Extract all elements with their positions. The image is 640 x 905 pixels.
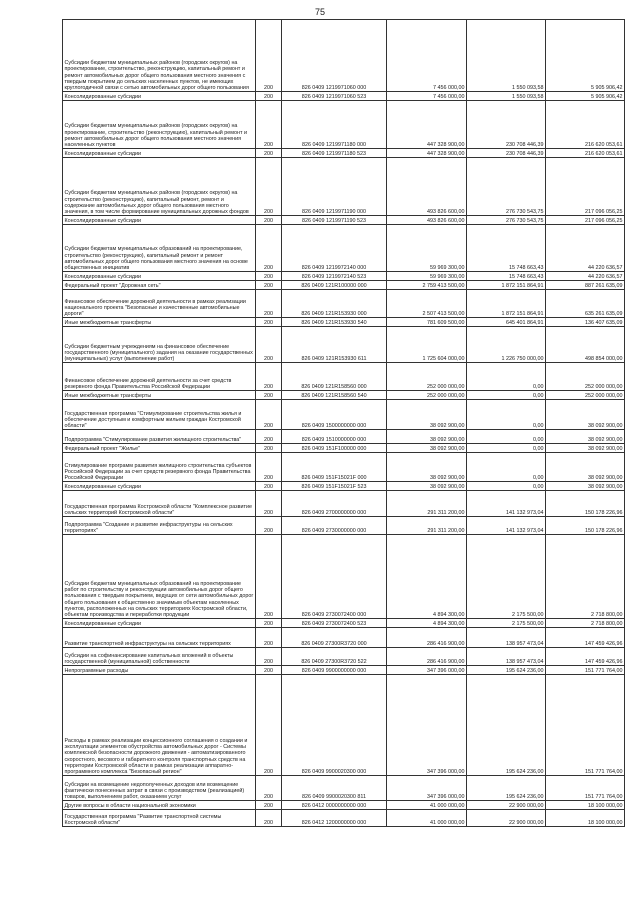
row-unexecuted-cell: 150 178 226,96 <box>546 491 625 517</box>
row-approved-cell: 4 894 300,00 <box>387 535 467 619</box>
row-approved-cell: 447 328 900,00 <box>387 101 467 149</box>
row-executed-cell: 15 748 663,43 <box>467 225 546 272</box>
row-budget-code-cell: 826 0409 2730000000 000 <box>282 517 387 535</box>
row-line-code-cell: 200 <box>256 535 282 619</box>
table-row <box>63 810 625 827</box>
row-approved-cell: 252 000 000,00 <box>387 363 467 391</box>
row-executed-cell: 230 708 446,39 <box>467 149 546 158</box>
row-name-cell: Расходы в рамках реализации концессионного соглашения о создании и эксплуатации элементов обустройства автомобильных дорог - Системы комплексной безопасности дорожного движения - автоматизированного скоростного, весового и габаритного контроля транспортных средств на территории Костромской области в рамках реализации аппаратно-программного комплекса "Безопасный регион" <box>63 675 256 776</box>
table-row <box>63 453 625 482</box>
row-line-code-cell: 200 <box>256 453 282 482</box>
table-row <box>63 801 625 810</box>
row-approved-cell: 1 725 604 000,00 <box>387 327 467 363</box>
row-line-code-cell: 200 <box>256 101 282 149</box>
row-budget-code-cell: 826 0409 9900000000 000 <box>282 666 387 675</box>
row-unexecuted-cell: 151 771 764,00 <box>546 666 625 675</box>
row-unexecuted-cell: 635 261 635,09 <box>546 290 625 318</box>
row-budget-code-cell: 826 0409 121R153930 540 <box>282 318 387 327</box>
row-unexecuted-cell: 147 459 426,96 <box>546 648 625 666</box>
row-unexecuted-cell: 38 092 900,00 <box>546 482 625 491</box>
row-name-cell: Непрограммные расходы <box>63 666 256 675</box>
row-name-cell: Иные межбюджетные трансферты <box>63 391 256 400</box>
row-budget-code-cell: 826 0409 1219971180 000 <box>282 101 387 149</box>
row-unexecuted-cell: 2 718 800,00 <box>546 535 625 619</box>
row-approved-cell: 41 000 000,00 <box>387 801 467 810</box>
row-approved-cell: 7 456 000,00 <box>387 20 467 92</box>
table-row <box>63 225 625 272</box>
table-row <box>63 517 625 535</box>
budget-execution-table <box>62 19 625 827</box>
row-line-code-cell: 200 <box>256 810 282 827</box>
table-row <box>63 482 625 491</box>
table-row <box>63 363 625 391</box>
row-executed-cell: 1 226 750 000,00 <box>467 327 546 363</box>
row-unexecuted-cell: 136 407 635,09 <box>546 318 625 327</box>
row-approved-cell: 38 092 900,00 <box>387 444 467 453</box>
row-executed-cell: 0,00 <box>467 482 546 491</box>
table-row <box>63 290 625 318</box>
row-budget-code-cell: 826 0409 121R100000 000 <box>282 281 387 290</box>
row-approved-cell: 252 000 000,00 <box>387 391 467 400</box>
row-unexecuted-cell: 217 096 056,25 <box>546 158 625 216</box>
row-budget-code-cell: 826 0409 121R153930 611 <box>282 327 387 363</box>
row-executed-cell: 276 730 543,75 <box>467 216 546 225</box>
row-executed-cell: 195 624 236,00 <box>467 666 546 675</box>
row-unexecuted-cell: 151 771 764,00 <box>546 776 625 801</box>
row-line-code-cell: 200 <box>256 158 282 216</box>
row-executed-cell: 2 175 500,00 <box>467 619 546 628</box>
row-approved-cell: 7 456 000,00 <box>387 92 467 101</box>
row-name-cell: Субсидии на софинансирование капитальных вложений в объекты государственной (муниципальной) собственности <box>63 648 256 666</box>
row-line-code-cell: 200 <box>256 149 282 158</box>
row-unexecuted-cell: 217 096 056,25 <box>546 216 625 225</box>
row-approved-cell: 291 311 200,00 <box>387 491 467 517</box>
row-name-cell: Субсидии на возмещение недополученных доходов или возмещение фактически понесенных затрат в связи с производством (реализацией) товаров, выполнением работ, оказанием услуг <box>63 776 256 801</box>
row-approved-cell: 2 759 413 500,00 <box>387 281 467 290</box>
row-approved-cell: 347 396 000,00 <box>387 776 467 801</box>
row-name-cell: Консолидированные субсидии <box>63 149 256 158</box>
row-approved-cell: 493 826 600,00 <box>387 158 467 216</box>
table-row <box>63 318 625 327</box>
row-approved-cell: 38 092 900,00 <box>387 453 467 482</box>
row-budget-code-cell: 826 0409 151F15021F 523 <box>282 482 387 491</box>
row-executed-cell: 0,00 <box>467 400 546 430</box>
row-line-code-cell: 200 <box>256 482 282 491</box>
row-budget-code-cell: 826 0409 121R153930 000 <box>282 290 387 318</box>
row-executed-cell: 0,00 <box>467 453 546 482</box>
row-name-cell: Субсидии бюджетам муниципальных районов (городских округов) на проектирование, строительство, реконструкцию, капитальный ремонт и ремонт автомобильных дорог общего пользования местного значения с твердым покрытием до сельских населенных пунктов, не имеющих круглогодичной связи с сетью автомобильных дорог общего пользования <box>63 20 256 92</box>
row-unexecuted-cell: 38 092 900,00 <box>546 453 625 482</box>
row-line-code-cell: 200 <box>256 517 282 535</box>
row-approved-cell: 347 396 000,00 <box>387 666 467 675</box>
row-name-cell: Федеральный проект "Дорожная сеть" <box>63 281 256 290</box>
row-name-cell: Подпрограмма "Создание и развитие инфраструктуры на сельских территориях" <box>63 517 256 535</box>
row-line-code-cell: 200 <box>256 318 282 327</box>
row-line-code-cell: 200 <box>256 391 282 400</box>
row-name-cell: Консолидированные субсидии <box>63 619 256 628</box>
row-name-cell: Консолидированные субсидии <box>63 482 256 491</box>
row-line-code-cell: 200 <box>256 801 282 810</box>
row-executed-cell: 276 730 543,75 <box>467 158 546 216</box>
row-approved-cell: 4 894 300,00 <box>387 619 467 628</box>
row-line-code-cell: 200 <box>256 619 282 628</box>
row-name-cell: Стимулирование программ развития жилищного строительства субъектов Российской Федерации за счет средств резервного фонда Правительства Российской Федерации <box>63 453 256 482</box>
row-approved-cell: 38 092 900,00 <box>387 430 467 444</box>
table-row <box>63 400 625 430</box>
row-executed-cell: 22 900 000,00 <box>467 810 546 827</box>
row-line-code-cell: 200 <box>256 491 282 517</box>
row-budget-code-cell: 826 0409 1219971190 000 <box>282 158 387 216</box>
row-unexecuted-cell: 38 092 900,00 <box>546 444 625 453</box>
row-executed-cell: 230 708 446,39 <box>467 101 546 149</box>
row-unexecuted-cell: 2 718 800,00 <box>546 619 625 628</box>
table-row <box>63 327 625 363</box>
row-unexecuted-cell: 150 178 226,96 <box>546 517 625 535</box>
row-line-code-cell: 200 <box>256 20 282 92</box>
row-budget-code-cell: 826 0409 1219971060 523 <box>282 92 387 101</box>
table-row <box>63 158 625 216</box>
row-line-code-cell: 200 <box>256 216 282 225</box>
row-approved-cell: 347 396 000,00 <box>387 675 467 776</box>
table-row <box>63 272 625 281</box>
row-executed-cell: 0,00 <box>467 363 546 391</box>
row-budget-code-cell: 826 0409 1219971060 000 <box>282 20 387 92</box>
row-budget-code-cell: 826 0409 2700000000 000 <box>282 491 387 517</box>
row-line-code-cell: 200 <box>256 327 282 363</box>
row-executed-cell: 1 872 151 864,91 <box>467 281 546 290</box>
row-executed-cell: 1 550 093,58 <box>467 20 546 92</box>
row-line-code-cell: 200 <box>256 92 282 101</box>
row-name-cell: Консолидированные субсидии <box>63 92 256 101</box>
row-budget-code-cell: 826 0409 1219972140 000 <box>282 225 387 272</box>
table-row <box>63 92 625 101</box>
row-budget-code-cell: 826 0412 1200000000 000 <box>282 810 387 827</box>
row-name-cell: Другие вопросы в области национальной экономики <box>63 801 256 810</box>
page-number: 75 <box>314 7 325 17</box>
table-row <box>63 666 625 675</box>
row-unexecuted-cell: 5 905 906,42 <box>546 20 625 92</box>
row-executed-cell: 141 132 973,04 <box>467 517 546 535</box>
row-unexecuted-cell: 18 100 000,00 <box>546 810 625 827</box>
row-unexecuted-cell: 44 220 636,57 <box>546 225 625 272</box>
row-executed-cell: 195 624 236,00 <box>467 776 546 801</box>
table-row <box>63 430 625 444</box>
row-name-cell: Развитие транспортной инфраструктуры на сельских территориях <box>63 628 256 648</box>
row-budget-code-cell: 826 0409 2730072400 523 <box>282 619 387 628</box>
row-budget-code-cell: 826 0409 151F100000 000 <box>282 444 387 453</box>
row-executed-cell: 0,00 <box>467 444 546 453</box>
row-name-cell: Консолидированные субсидии <box>63 216 256 225</box>
row-budget-code-cell: 826 0409 27300R3720 522 <box>282 648 387 666</box>
table-row <box>63 535 625 619</box>
row-line-code-cell: 200 <box>256 400 282 430</box>
row-approved-cell: 2 507 413 500,00 <box>387 290 467 318</box>
row-name-cell: Субсидии бюджетам муниципальных образований на проектирование, строительство (реконструкцию), капитальный ремонт и ремонт автомобильных дорог общего пользования местного значения на основе общественных инициатив <box>63 225 256 272</box>
row-approved-cell: 59 969 300,00 <box>387 272 467 281</box>
row-unexecuted-cell: 151 771 764,00 <box>546 675 625 776</box>
row-name-cell: Государственная программа "Стимулирование строительства жилья и обеспечение доступным и комфортным жильем граждан Костромской области" <box>63 400 256 430</box>
row-approved-cell: 286 416 900,00 <box>387 628 467 648</box>
row-executed-cell: 195 624 236,00 <box>467 675 546 776</box>
row-name-cell: Консолидированные субсидии <box>63 272 256 281</box>
row-name-cell: Финансовое обеспечение дорожной деятельности в рамках реализации национального проекта "Безопасные и качественные автомобильные дороги" <box>63 290 256 318</box>
row-name-cell: Субсидии бюджетам муниципальных районов (городских округов) на строительство (реконструкцию), капитальный ремонт, ремонт и содержание автомобильных дорог общего пользования местного значения, в том числе формирование муниципальных дорожных фондов <box>63 158 256 216</box>
row-approved-cell: 493 826 600,00 <box>387 216 467 225</box>
row-line-code-cell: 200 <box>256 290 282 318</box>
row-name-cell: Федеральный проект "Жилье" <box>63 444 256 453</box>
row-executed-cell: 138 957 473,04 <box>467 648 546 666</box>
row-executed-cell: 2 175 500,00 <box>467 535 546 619</box>
row-executed-cell: 138 957 473,04 <box>467 628 546 648</box>
row-name-cell: Иные межбюджетные трансферты <box>63 318 256 327</box>
row-name-cell: Субсидии бюджетным учреждениям на финансовое обеспечение государственного (муниципального) задания на оказание государственных (муниципальных) услуг (выполнение работ) <box>63 327 256 363</box>
row-line-code-cell: 200 <box>256 363 282 391</box>
row-unexecuted-cell: 44 220 636,57 <box>546 272 625 281</box>
row-line-code-cell: 200 <box>256 666 282 675</box>
row-unexecuted-cell: 38 092 900,00 <box>546 430 625 444</box>
row-budget-code-cell: 826 0409 1219971190 523 <box>282 216 387 225</box>
row-unexecuted-cell: 252 000 000,00 <box>546 391 625 400</box>
row-unexecuted-cell: 38 092 900,00 <box>546 400 625 430</box>
row-approved-cell: 41 000 000,00 <box>387 810 467 827</box>
table-row <box>63 776 625 801</box>
row-budget-code-cell: 826 0409 1219971180 523 <box>282 149 387 158</box>
row-name-cell: Финансовое обеспечение дорожной деятельности за счет средств резервного фонда Правительства Российской Федерации <box>63 363 256 391</box>
row-unexecuted-cell: 18 100 000,00 <box>546 801 625 810</box>
row-name-cell: Субсидии бюджетам муниципальных образований на проектирование работ по строительству и реконструкции автомобильных дорог общего пользования с твердым покрытием, ведущих от сети автомобильных дорог общего пользования к общественно значимым объектам населенных пунктов, расположенных на сельских территориях Костромской области, объектам производства и переработки продукции <box>63 535 256 619</box>
row-executed-cell: 22 900 000,00 <box>467 801 546 810</box>
row-executed-cell: 1 872 151 864,91 <box>467 290 546 318</box>
row-unexecuted-cell: 216 620 053,61 <box>546 101 625 149</box>
row-name-cell: Государственная программа "Развитие транспортной системы Костромской области" <box>63 810 256 827</box>
row-unexecuted-cell: 147 459 426,96 <box>546 628 625 648</box>
table-row <box>63 648 625 666</box>
row-budget-code-cell: 826 0409 1219972140 523 <box>282 272 387 281</box>
row-budget-code-cell: 826 0409 9900020300 000 <box>282 675 387 776</box>
row-budget-code-cell: 826 0409 9900020300 811 <box>282 776 387 801</box>
table-row <box>63 491 625 517</box>
row-name-cell: Субсидии бюджетам муниципальных районов (городских округов) на проектирование, строительство (реконструкцию), капитальный ремонт и ремонт автомобильных дорог общего пользования местного значения населенных пунктов <box>63 101 256 149</box>
row-line-code-cell: 200 <box>256 776 282 801</box>
row-budget-code-cell: 826 0409 2730072400 000 <box>282 535 387 619</box>
row-executed-cell: 15 748 663,43 <box>467 272 546 281</box>
row-budget-code-cell: 826 0409 121R158560 000 <box>282 363 387 391</box>
row-line-code-cell: 200 <box>256 281 282 290</box>
row-unexecuted-cell: 5 905 906,42 <box>546 92 625 101</box>
row-line-code-cell: 200 <box>256 628 282 648</box>
row-line-code-cell: 200 <box>256 648 282 666</box>
row-line-code-cell: 200 <box>256 225 282 272</box>
row-approved-cell: 286 416 900,00 <box>387 648 467 666</box>
row-approved-cell: 38 092 900,00 <box>387 400 467 430</box>
row-approved-cell: 781 609 500,00 <box>387 318 467 327</box>
row-name-cell: Государственная программа Костромской области "Комплексное развитие сельских территорий Костромской области" <box>63 491 256 517</box>
row-budget-code-cell: 826 0412 0000000000 000 <box>282 801 387 810</box>
row-line-code-cell: 200 <box>256 444 282 453</box>
row-budget-code-cell: 826 0409 1510000000 000 <box>282 430 387 444</box>
table-row <box>63 149 625 158</box>
row-line-code-cell: 200 <box>256 430 282 444</box>
table-row <box>63 619 625 628</box>
row-executed-cell: 645 401 864,91 <box>467 318 546 327</box>
row-line-code-cell: 200 <box>256 675 282 776</box>
table-row <box>63 20 625 92</box>
row-unexecuted-cell: 887 261 635,09 <box>546 281 625 290</box>
row-unexecuted-cell: 498 854 000,00 <box>546 327 625 363</box>
table-row <box>63 444 625 453</box>
table-row <box>63 281 625 290</box>
row-budget-code-cell: 826 0409 27300R3720 000 <box>282 628 387 648</box>
row-unexecuted-cell: 252 000 000,00 <box>546 363 625 391</box>
table-row <box>63 628 625 648</box>
row-line-code-cell: 200 <box>256 272 282 281</box>
row-approved-cell: 291 311 200,00 <box>387 517 467 535</box>
table-row <box>63 391 625 400</box>
row-executed-cell: 0,00 <box>467 391 546 400</box>
row-executed-cell: 0,00 <box>467 430 546 444</box>
row-approved-cell: 59 969 300,00 <box>387 225 467 272</box>
row-budget-code-cell: 826 0409 151F15021F 000 <box>282 453 387 482</box>
row-executed-cell: 141 132 973,04 <box>467 491 546 517</box>
row-approved-cell: 38 092 900,00 <box>387 482 467 491</box>
table-row <box>63 101 625 149</box>
table-row <box>63 216 625 225</box>
row-budget-code-cell: 826 0409 121R158560 540 <box>282 391 387 400</box>
row-executed-cell: 1 550 093,58 <box>467 92 546 101</box>
row-budget-code-cell: 826 0409 1500000000 000 <box>282 400 387 430</box>
row-approved-cell: 447 328 900,00 <box>387 149 467 158</box>
row-unexecuted-cell: 216 620 053,61 <box>546 149 625 158</box>
table-row <box>63 675 625 776</box>
row-name-cell: Подпрограмма "Стимулирование развития жилищного строительства" <box>63 430 256 444</box>
